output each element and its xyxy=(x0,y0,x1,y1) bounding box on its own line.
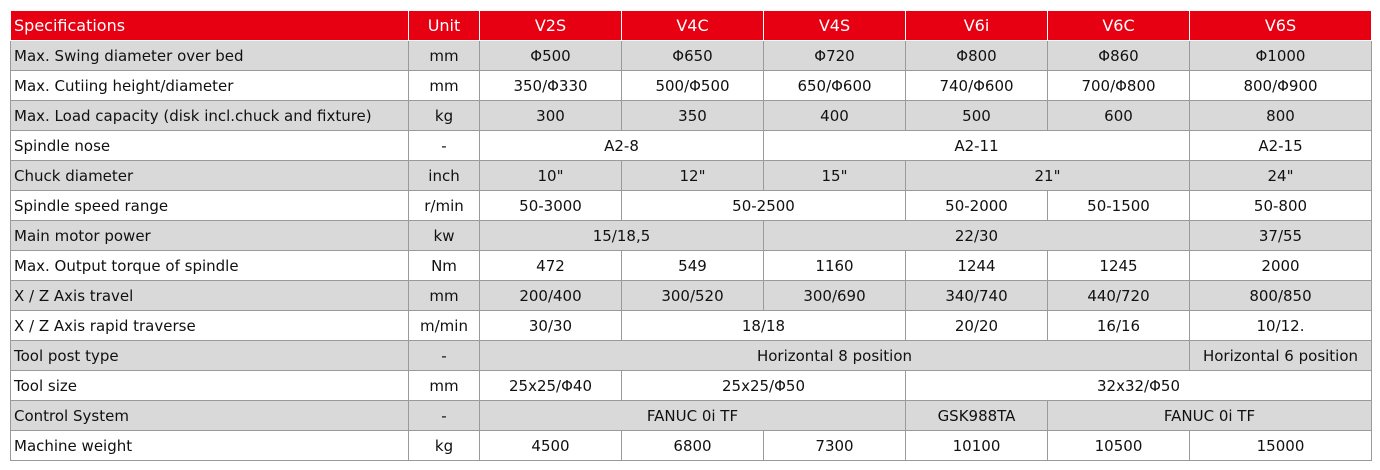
spec-value: 1244 xyxy=(906,251,1048,281)
spec-value: 300 xyxy=(480,101,622,131)
table-row xyxy=(11,371,1372,401)
header-model: V2S xyxy=(480,11,622,41)
spec-value: 300/690 xyxy=(764,281,906,311)
header-model: V6C xyxy=(1048,11,1190,41)
spec-value: 50-3000 xyxy=(480,191,622,221)
table-row xyxy=(11,161,1372,191)
spec-label: Max. Load capacity (disk incl.chuck and fixture) xyxy=(11,101,409,131)
spec-value: 16/16 xyxy=(1048,311,1190,341)
spec-value: 1245 xyxy=(1048,251,1190,281)
spec-label: Spindle speed range xyxy=(11,191,409,221)
spec-value: 500 xyxy=(906,101,1048,131)
spec-value: FANUC 0i TF xyxy=(480,401,906,431)
spec-label: Max. Swing diameter over bed xyxy=(11,41,409,71)
spec-unit: mm xyxy=(409,71,480,101)
table-row xyxy=(11,281,1372,311)
header-row xyxy=(11,11,1372,41)
spec-value: Φ1000 xyxy=(1190,41,1372,71)
spec-value: 2000 xyxy=(1190,251,1372,281)
spec-value: 340/740 xyxy=(906,281,1048,311)
spec-value: 21" xyxy=(906,161,1190,191)
spec-value: Φ720 xyxy=(764,41,906,71)
spec-value: Φ650 xyxy=(622,41,764,71)
spec-value: A2-8 xyxy=(480,131,764,161)
spec-value: 25x25/Φ50 xyxy=(622,371,906,401)
spec-unit: mm xyxy=(409,371,480,401)
spec-value: 20/20 xyxy=(906,311,1048,341)
spec-value: 350 xyxy=(622,101,764,131)
spec-value: 500/Φ500 xyxy=(622,71,764,101)
header-model: V6S xyxy=(1190,11,1372,41)
spec-unit: inch xyxy=(409,161,480,191)
spec-value: Φ860 xyxy=(1048,41,1190,71)
spec-unit: - xyxy=(409,401,480,431)
spec-value: 50-2500 xyxy=(622,191,906,221)
spec-unit: kw xyxy=(409,221,480,251)
spec-label: Main motor power xyxy=(11,221,409,251)
spec-value: 7300 xyxy=(764,431,906,461)
table-row xyxy=(11,41,1372,71)
spec-label: Control System xyxy=(11,401,409,431)
spec-unit: kg xyxy=(409,431,480,461)
spec-value: Φ800 xyxy=(906,41,1048,71)
spec-value: A2-11 xyxy=(764,131,1190,161)
spec-unit: mm xyxy=(409,281,480,311)
spec-value: 30/30 xyxy=(480,311,622,341)
spec-value: 1160 xyxy=(764,251,906,281)
spec-value: 12" xyxy=(622,161,764,191)
table-row xyxy=(11,401,1372,431)
spec-value: 15000 xyxy=(1190,431,1372,461)
spec-value: Horizontal 8 position xyxy=(480,341,1190,371)
spec-value: 800/Φ900 xyxy=(1190,71,1372,101)
spec-value: 400 xyxy=(764,101,906,131)
spec-value: FANUC 0i TF xyxy=(1048,401,1372,431)
spec-value: GSK988TA xyxy=(906,401,1048,431)
spec-value: 50-2000 xyxy=(906,191,1048,221)
specifications-table xyxy=(10,10,1372,461)
spec-value: 15" xyxy=(764,161,906,191)
spec-value: 18/18 xyxy=(622,311,906,341)
spec-value: 10" xyxy=(480,161,622,191)
spec-value: A2-15 xyxy=(1190,131,1372,161)
table-row xyxy=(11,191,1372,221)
spec-value: 800/850 xyxy=(1190,281,1372,311)
spec-value: Φ500 xyxy=(480,41,622,71)
table-body xyxy=(11,41,1372,461)
table-row xyxy=(11,221,1372,251)
spec-value: 300/520 xyxy=(622,281,764,311)
table-row xyxy=(11,251,1372,281)
spec-value: 6800 xyxy=(622,431,764,461)
spec-label: Machine weight xyxy=(11,431,409,461)
spec-value: 472 xyxy=(480,251,622,281)
spec-value: 50-1500 xyxy=(1048,191,1190,221)
table-row xyxy=(11,341,1372,371)
spec-unit: - xyxy=(409,341,480,371)
header-model: V4C xyxy=(622,11,764,41)
table-row xyxy=(11,71,1372,101)
spec-value: 700/Φ800 xyxy=(1048,71,1190,101)
spec-label: X / Z Axis rapid traverse xyxy=(11,311,409,341)
spec-label: Spindle nose xyxy=(11,131,409,161)
spec-label: X / Z Axis travel xyxy=(11,281,409,311)
table-row xyxy=(11,131,1372,161)
spec-value: 24" xyxy=(1190,161,1372,191)
spec-value: 600 xyxy=(1048,101,1190,131)
table-row xyxy=(11,311,1372,341)
header-model: V6i xyxy=(906,11,1048,41)
spec-unit: kg xyxy=(409,101,480,131)
spec-value: 15/18,5 xyxy=(480,221,764,251)
spec-label: Chuck diameter xyxy=(11,161,409,191)
header-unit: Unit xyxy=(409,11,480,41)
spec-value: 800 xyxy=(1190,101,1372,131)
spec-label: Tool size xyxy=(11,371,409,401)
spec-value: 32x32/Φ50 xyxy=(906,371,1372,401)
spec-value: 37/55 xyxy=(1190,221,1372,251)
spec-value: 650/Φ600 xyxy=(764,71,906,101)
spec-unit: - xyxy=(409,131,480,161)
spec-unit: r/min xyxy=(409,191,480,221)
header-specifications: Specifications xyxy=(11,11,409,41)
header-model: V4S xyxy=(764,11,906,41)
spec-label: Max. Cutiing height/diameter xyxy=(11,71,409,101)
spec-value: 10500 xyxy=(1048,431,1190,461)
spec-value: 10100 xyxy=(906,431,1048,461)
spec-unit: Nm xyxy=(409,251,480,281)
spec-value: 50-800 xyxy=(1190,191,1372,221)
table-row xyxy=(11,431,1372,461)
spec-value: Horizontal 6 position xyxy=(1190,341,1372,371)
table-row xyxy=(11,101,1372,131)
spec-unit: m/min xyxy=(409,311,480,341)
spec-value: 549 xyxy=(622,251,764,281)
spec-value: 440/720 xyxy=(1048,281,1190,311)
spec-unit: mm xyxy=(409,41,480,71)
spec-value: 4500 xyxy=(480,431,622,461)
spec-value: 200/400 xyxy=(480,281,622,311)
spec-value: 10/12. xyxy=(1190,311,1372,341)
spec-value: 25x25/Φ40 xyxy=(480,371,622,401)
spec-label: Max. Output torque of spindle xyxy=(11,251,409,281)
spec-value: 22/30 xyxy=(764,221,1190,251)
spec-value: 350/Φ330 xyxy=(480,71,622,101)
spec-label: Tool post type xyxy=(11,341,409,371)
spec-value: 740/Φ600 xyxy=(906,71,1048,101)
